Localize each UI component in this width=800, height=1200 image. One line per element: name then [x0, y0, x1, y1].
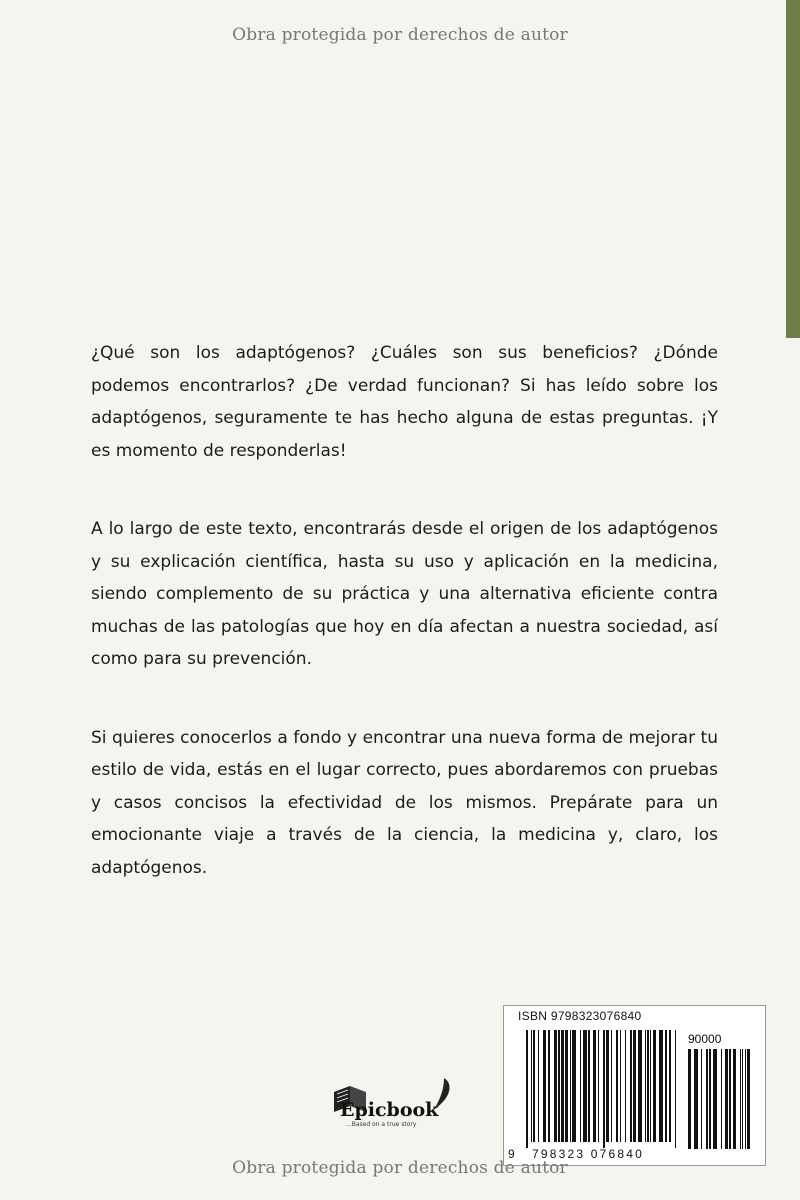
publisher-logo [322, 1072, 462, 1132]
ean-first-digit: 9 [508, 1147, 515, 1161]
price-code: 90000 [688, 1032, 722, 1046]
addon-bars [688, 1049, 752, 1149]
isbn-barcode [503, 1005, 766, 1166]
watermark-bottom: Obra protegida por derechos de autor [232, 1158, 568, 1178]
back-cover-blurb [91, 337, 718, 930]
blurb-paragraph: Si quieres conocerlos a fondo y encontrar una nueva forma de mejorar tu estilo de vida, estás en el lugar correcto, pues abordaremos con pruebas y casos concisos la efectividad de los mismos. Prepárate para un emocionante viaje a través de la ciencia, la medicina y, claro, los adaptógenos. [91, 727, 718, 878]
isbn-label: ISBN 9798323076840 [518, 1009, 642, 1023]
spine-accent-strip [786, 0, 800, 338]
blurb-paragraph: A lo largo de este texto, encontrarás desde el origen de los adaptógenos y su explicación científica, hasta su uso y aplicación en la medicina, siendo complemento de su práctica y una alternativa eficiente contra muchas de las patologías que hoy en día afectan a nuestra sociedad, así como para su prevención. [91, 519, 718, 669]
watermark-top: Obra protegida por derechos de autor [232, 25, 568, 45]
ean-bars [526, 1030, 676, 1148]
blurb-paragraph: ¿Qué son los adaptógenos? ¿Cuáles son sus beneficios? ¿Dónde podemos encontrarlos? ¿De verdad funcionan? Si has leído sobre los adaptógenos, seguramente te has hecho alguna de estas preguntas. ¡Y es momento de responderlas! [91, 343, 718, 461]
svg-text:Epicbook: Epicbook [340, 1099, 439, 1121]
svg-text:...Based on a true story: ...Based on a true story [346, 1121, 417, 1128]
ean-digits: 798323 076840 [532, 1147, 645, 1161]
